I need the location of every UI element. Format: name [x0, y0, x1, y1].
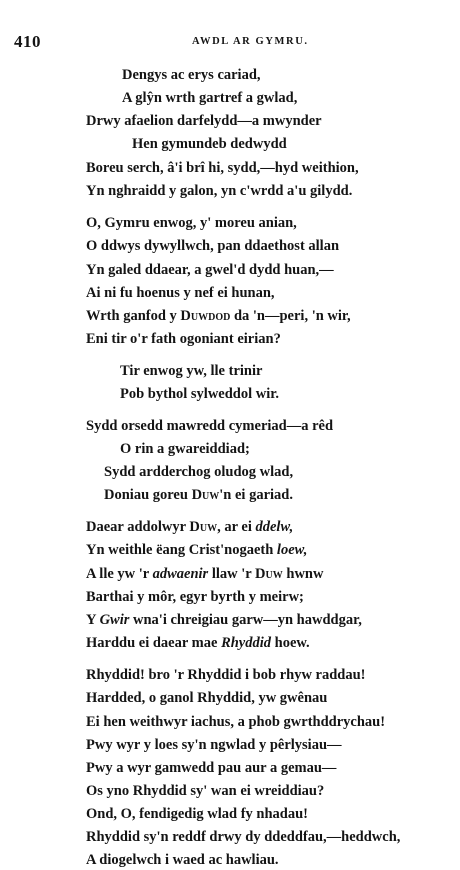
verse-line: Hardded, o ganol Rhyddid, yw gwênau	[86, 690, 328, 706]
verse-line: Hen gymundeb dedwydd	[132, 136, 287, 152]
verse-line: Os yno Rhyddid sy' wan ei wreiddiau?	[86, 783, 325, 799]
verse-line: O, Gymru enwog, y' moreu anian,	[86, 215, 297, 231]
verse-line: Ei hen weithwyr iachus, a phob gwrthddrychau!	[86, 714, 386, 730]
verse-line: Wrth ganfod y Duwdod da 'n—peri, 'n wir,	[86, 308, 351, 324]
verse-line: A diogelwch i waed ac hawliau.	[86, 852, 279, 868]
verse-line: Sydd orsedd mawredd cymeriad—a rêd	[86, 418, 334, 434]
verse-line: Dengys ac erys cariad,	[122, 67, 261, 83]
verse-line: Doniau goreu Duw'n ei gariad.	[104, 487, 293, 503]
verse-line: Yn nghraidd y galon, yn c'wrdd a'u gilydd.	[86, 183, 353, 199]
verse-line: Ond, O, fendigedig wlad fy nhadau!	[86, 806, 308, 822]
verse-line: Rhyddid! bro 'r Rhyddid i bob rhyw raddau!	[86, 667, 366, 683]
verse-line: Harddu ei daear mae Rhyddid hoew.	[86, 635, 310, 651]
verse-line: Drwy afaelion darfelydd—a mwynder	[86, 113, 322, 129]
verse-line: Daear addolwyr Duw, ar ei ddelw,	[86, 519, 294, 535]
verse-line: Yn galed ddaear, a gwel'd dydd huan,—	[86, 262, 334, 278]
verse-line: Yn weithle ëang Crist'nogaeth loew,	[86, 542, 308, 558]
verse-line: Tir enwog yw, lle trinir	[120, 363, 263, 379]
verse-line: Pob bythol sylweddol wir.	[120, 386, 279, 402]
verse-line: Eni tir o'r fath ogoniant eirian?	[86, 331, 281, 347]
verse-line: Rhyddid sy'n reddf drwy dy ddeddfau,—heddwch,	[86, 829, 401, 845]
verse-line: O ddwys dywyllwch, pan ddaethost allan	[86, 238, 340, 254]
running-head: AWDL AR GYMRU.	[192, 36, 309, 47]
verse-line: Sydd ardderchog oludog wlad,	[104, 464, 294, 480]
verse-line: Boreu serch, â'i brî hi, sydd,—hyd weithion,	[86, 160, 359, 176]
verse-line: A glŷn wrth gartref a gwlad,	[122, 90, 298, 106]
verse-line: A lle yw 'r adwaenir llaw 'r Duw hwnw	[86, 566, 324, 582]
verse-line: O rin a gwareiddiad;	[120, 441, 250, 457]
verse-line: Barthai y môr, egyr byrth y meirw;	[86, 589, 304, 605]
verse-line: Pwy wyr y loes sy'n ngwlad y pêrlysiau—	[86, 737, 342, 753]
page-number: 410	[14, 32, 41, 51]
verse-line: Ai ni fu hoenus y nef ei hunan,	[86, 285, 275, 301]
verse-line: Pwy a wyr gamwedd pau aur a gemau—	[86, 760, 337, 776]
verse-line: Y Gwir wna'i chreigiau garw—yn hawddgar,	[86, 612, 362, 628]
